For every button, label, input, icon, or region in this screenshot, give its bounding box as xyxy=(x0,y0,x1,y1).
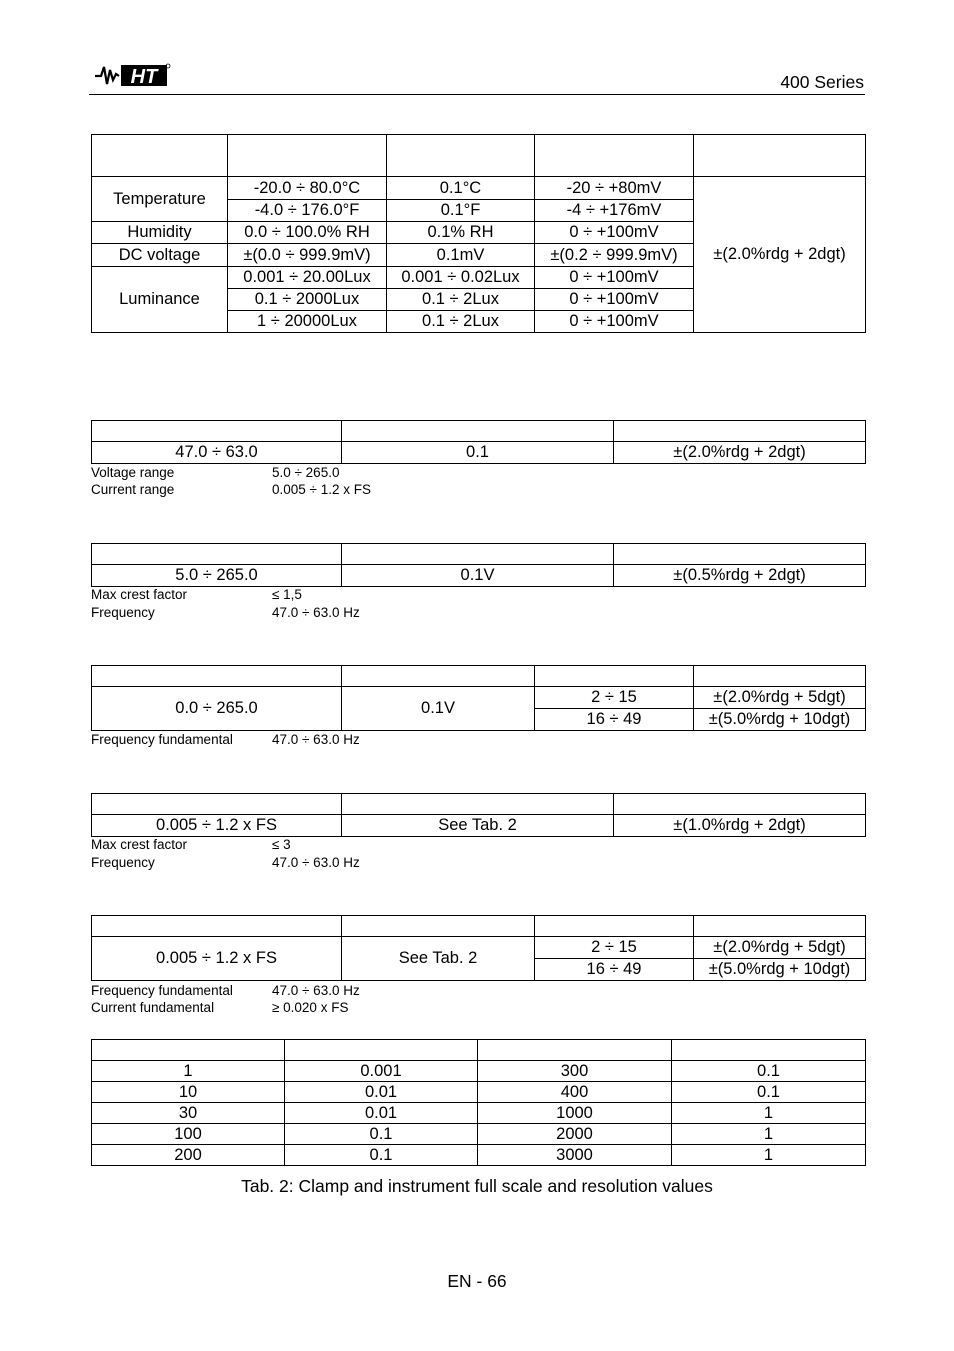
table-cell: 0.1 xyxy=(285,1124,478,1145)
current-spec-table xyxy=(91,793,866,837)
header-cell xyxy=(672,1040,866,1061)
header-cell xyxy=(535,666,694,687)
note-label: Frequency fundamental xyxy=(91,732,233,747)
header-cell xyxy=(342,794,614,815)
range-cell: 0.0 ÷ 265.0 xyxy=(92,687,342,731)
header-cell xyxy=(92,666,342,687)
series-label: 400 Series xyxy=(780,72,864,92)
accuracy-cell: ±(2.0%rdg + 2dgt) xyxy=(614,442,866,464)
param-luminance: Luminance xyxy=(92,267,228,333)
header-cell xyxy=(614,421,866,442)
accuracy-cell: ±(5.0%rdg + 10dgt) xyxy=(694,959,866,981)
output-cell: 0 ÷ +100mV xyxy=(535,289,694,311)
header-cell xyxy=(694,916,866,937)
range-cell: 47.0 ÷ 63.0 xyxy=(92,442,342,464)
resolution-cell: See Tab. 2 xyxy=(342,815,614,837)
header-cell xyxy=(92,421,342,442)
range-cell: 0.001 ÷ 20.00Lux xyxy=(228,267,387,289)
resolution-cell: See Tab. 2 xyxy=(342,937,535,981)
resolution-cell: 0.1V xyxy=(342,565,614,587)
output-cell: ±(0.2 ÷ 999.9mV) xyxy=(535,244,694,267)
header-cell xyxy=(478,1040,672,1061)
harmonic-order-cell: 16 ÷ 49 xyxy=(535,709,694,731)
harmonic-order-cell: 16 ÷ 49 xyxy=(535,959,694,981)
accuracy-cell: ±(2.0%rdg + 2dgt) xyxy=(694,177,866,333)
table-cell: 30 xyxy=(92,1103,285,1124)
output-cell: 0 ÷ +100mV xyxy=(535,267,694,289)
table-cell: 0.01 xyxy=(285,1082,478,1103)
table-cell: 200 xyxy=(92,1145,285,1166)
header-cell xyxy=(387,135,535,177)
header-cell xyxy=(535,135,694,177)
table-caption: Tab. 2: Clamp and instrument full scale and resolution values xyxy=(241,1176,713,1196)
range-cell: 0.1 ÷ 2000Lux xyxy=(228,289,387,311)
table-cell: 0.1 xyxy=(672,1082,866,1103)
harmonic-order-cell: 2 ÷ 15 xyxy=(535,687,694,709)
header-cell xyxy=(614,794,866,815)
note-line xyxy=(91,1000,349,1015)
param-humidity: Humidity xyxy=(92,222,228,244)
table-row xyxy=(92,1124,866,1145)
resolution-cell: 0.1°F xyxy=(387,200,535,222)
range-cell: 0.005 ÷ 1.2 x FS xyxy=(92,815,342,837)
resolution-cell: 0.1 ÷ 2Lux xyxy=(387,289,535,311)
range-cell: -20.0 ÷ 80.0°C xyxy=(228,177,387,200)
header-cell xyxy=(285,1040,478,1061)
resolution-cell: 0.1°C xyxy=(387,177,535,200)
table-cell: 400 xyxy=(478,1082,672,1103)
note-label: Current range xyxy=(91,482,175,497)
output-cell: -4 ÷ +176mV xyxy=(535,200,694,222)
table-cell: 1 xyxy=(672,1103,866,1124)
note-value: ≤ 1,5 xyxy=(272,587,302,602)
table-cell: 0.001 xyxy=(285,1061,478,1082)
table-row xyxy=(92,1103,866,1124)
note-line xyxy=(91,983,360,998)
voltage-harmonics-table xyxy=(91,665,866,731)
header-cell xyxy=(92,135,228,177)
table-cell: 1000 xyxy=(478,1103,672,1124)
resolution-cell: 0.1 ÷ 2Lux xyxy=(387,311,535,333)
table-cell: 10 xyxy=(92,1082,285,1103)
table-cell: 100 xyxy=(92,1124,285,1145)
accuracy-cell: ±(1.0%rdg + 2dgt) xyxy=(614,815,866,837)
header-rule xyxy=(89,94,865,95)
sensor-spec-table xyxy=(91,134,866,333)
header-cell xyxy=(342,421,614,442)
frequency-spec-table xyxy=(91,420,866,464)
current-harmonics-table xyxy=(91,915,866,981)
note-line xyxy=(91,465,340,480)
note-value: ≥ 0.020 x FS xyxy=(272,1000,349,1015)
note-value: ≤ 3 xyxy=(272,837,291,852)
range-cell: 0.0 ÷ 100.0% RH xyxy=(228,222,387,244)
resolution-cell: 0.1% RH xyxy=(387,222,535,244)
param-dc-voltage: DC voltage xyxy=(92,244,228,267)
output-cell: 0 ÷ +100mV xyxy=(535,222,694,244)
header-cell xyxy=(535,916,694,937)
range-cell: ±(0.0 ÷ 999.9mV) xyxy=(228,244,387,267)
resolution-cell: 0.001 ÷ 0.02Lux xyxy=(387,267,535,289)
note-value: 47.0 ÷ 63.0 Hz xyxy=(272,983,360,998)
output-cell: -20 ÷ +80mV xyxy=(535,177,694,200)
page-number: EN - 66 xyxy=(447,1271,507,1291)
accuracy-cell: ±(0.5%rdg + 2dgt) xyxy=(614,565,866,587)
table-cell: 0.1 xyxy=(672,1061,866,1082)
header-cell xyxy=(694,666,866,687)
header-cell xyxy=(614,544,866,565)
table-cell: 1 xyxy=(672,1145,866,1166)
resolution-cell: 0.1mV xyxy=(387,244,535,267)
note-label: Frequency fundamental xyxy=(91,983,233,998)
header-cell xyxy=(92,544,342,565)
header-cell xyxy=(92,794,342,815)
table-cell: 1 xyxy=(92,1061,285,1082)
note-line xyxy=(91,587,302,602)
note-label: Frequency xyxy=(91,605,155,620)
note-value: 5.0 ÷ 265.0 xyxy=(272,465,340,480)
voltage-spec-table xyxy=(91,543,866,587)
table-row xyxy=(92,1082,866,1103)
table-cell: 2000 xyxy=(478,1124,672,1145)
note-line xyxy=(91,837,291,852)
table-cell: 0.01 xyxy=(285,1103,478,1124)
note-value: 0.005 ÷ 1.2 x FS xyxy=(272,482,371,497)
table-cell: 1 xyxy=(672,1124,866,1145)
note-value: 47.0 ÷ 63.0 Hz xyxy=(272,855,360,870)
table-cell: 0.1 xyxy=(285,1145,478,1166)
clamp-fullscale-table xyxy=(91,1039,866,1166)
header-cell xyxy=(342,666,535,687)
header-cell xyxy=(92,916,342,937)
accuracy-cell: ±(2.0%rdg + 5dgt) xyxy=(694,937,866,959)
harmonic-order-cell: 2 ÷ 15 xyxy=(535,937,694,959)
range-cell: 0.005 ÷ 1.2 x FS xyxy=(92,937,342,981)
accuracy-cell: ±(2.0%rdg + 5dgt) xyxy=(694,687,866,709)
note-label: Max crest factor xyxy=(91,587,188,602)
note-line xyxy=(91,855,360,870)
note-value: 47.0 ÷ 63.0 Hz xyxy=(272,732,360,747)
table-row xyxy=(92,1061,866,1082)
table-row xyxy=(92,1145,866,1166)
note-line xyxy=(91,732,360,747)
output-cell: 0 ÷ +100mV xyxy=(535,311,694,333)
range-cell: 1 ÷ 20000Lux xyxy=(228,311,387,333)
note-line xyxy=(91,605,360,620)
logo-text: HT xyxy=(130,66,158,88)
range-cell: 5.0 ÷ 265.0 xyxy=(92,565,342,587)
resolution-cell: 0.1V xyxy=(342,687,535,731)
note-value: 47.0 ÷ 63.0 Hz xyxy=(272,605,360,620)
note-label: Max crest factor xyxy=(91,837,188,852)
table-cell: 300 xyxy=(478,1061,672,1082)
range-cell: -4.0 ÷ 176.0°F xyxy=(228,200,387,222)
note-label: Voltage range xyxy=(91,465,175,480)
note-label: Frequency xyxy=(91,855,155,870)
header-cell xyxy=(342,916,535,937)
header-cell xyxy=(228,135,387,177)
accuracy-cell: ±(5.0%rdg + 10dgt) xyxy=(694,709,866,731)
table-cell: 3000 xyxy=(478,1145,672,1166)
note-label: Current fundamental xyxy=(91,1000,215,1015)
header-cell xyxy=(342,544,614,565)
param-temperature: Temperature xyxy=(92,177,228,222)
header-cell xyxy=(92,1040,285,1061)
note-line xyxy=(91,482,371,497)
resolution-cell: 0.1 xyxy=(342,442,614,464)
header-cell xyxy=(694,135,866,177)
ht-logo xyxy=(93,62,171,88)
